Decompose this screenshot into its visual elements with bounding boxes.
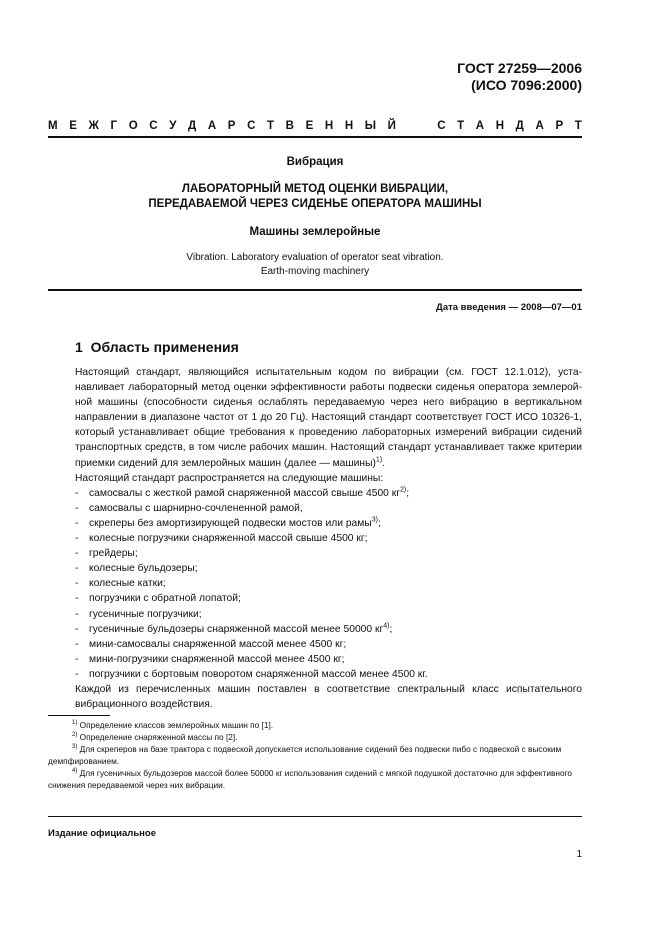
list-item-end: ;	[378, 517, 381, 529]
interstate-letter	[422, 120, 425, 132]
list-item-text: погрузчики с обратной лопатой;	[89, 593, 241, 605]
paragraph-scope-end: .	[382, 457, 386, 469]
paragraph-machines-intro: Настоящий стандарт распространяется на следующие машины:	[75, 472, 384, 484]
interstate-letter: Р	[555, 120, 564, 132]
list-item	[75, 607, 582, 622]
list-item-text: самосвалы с жесткой рамой снаряженной массой свыше 4500 кг	[89, 487, 401, 499]
interstate-letter: М	[48, 120, 58, 132]
title-line-1: ЛАБОРАТОРНЫЙ МЕТОД ОЦЕНКИ ВИБРАЦИИ,	[181, 183, 449, 195]
section-number: 1	[75, 339, 83, 355]
footnote-ref: 3)	[371, 516, 378, 524]
list-item-text: мини-погрузчики снаряженной массой менее 4500 кг;	[89, 653, 345, 665]
list-item-text: колесные погрузчики снаряженной массой свыше 4500 кг;	[89, 533, 368, 545]
interstate-letter	[408, 120, 411, 132]
list-item-text: мини-самосвалы снаряженной массой менее 4500 кг;	[89, 638, 347, 650]
official-edition-label: Издание официальное	[48, 828, 156, 839]
list-dash: -	[75, 593, 79, 605]
footnote-text: Для скреперов на базе трактора с подвеской допускается использование сидений без подвески пибо с подвеской с высоким демпфированием.	[48, 744, 562, 766]
footnote-separator	[48, 715, 110, 716]
iso-number: (ИСО 7096:2000)	[471, 77, 582, 93]
footnotes	[48, 719, 582, 791]
footnote	[48, 731, 582, 743]
interstate-standard-heading	[48, 120, 582, 132]
section-heading	[75, 339, 239, 355]
gost-number: ГОСТ 27259—2006	[457, 60, 582, 76]
machine-list	[75, 486, 582, 682]
document-subtitle: Машины землеройные	[249, 226, 381, 238]
list-dash: -	[75, 502, 79, 514]
bottom-rule	[48, 816, 582, 817]
interstate-letter: Н	[324, 120, 334, 132]
interstate-letter: Н	[344, 120, 354, 132]
list-item	[75, 561, 582, 576]
list-item-text: самосвалы с шарнирно-сочлененной рамой,	[89, 502, 303, 514]
list-dash: -	[75, 563, 79, 575]
interstate-letter: Д	[515, 120, 524, 132]
footnote-mark: 1)	[72, 720, 78, 727]
list-item	[75, 516, 582, 531]
english-title	[48, 251, 582, 279]
introduction-date: Дата введения — 2008—07—01	[436, 302, 582, 313]
list-dash: -	[75, 548, 79, 560]
list-item	[75, 576, 582, 591]
list-dash: -	[75, 668, 79, 680]
interstate-letter: Ж	[88, 120, 99, 132]
interstate-letter: Д	[188, 120, 197, 132]
interstate-letter: Й	[387, 120, 396, 132]
list-item	[75, 652, 582, 667]
interstate-letter: В	[285, 120, 294, 132]
interstate-letter: Р	[227, 120, 236, 132]
document-title	[48, 182, 582, 212]
page-number: 1	[576, 849, 582, 860]
list-item-end: ;	[406, 487, 410, 499]
interstate-letter: Е	[305, 120, 314, 132]
title-line-2: ПЕРЕДАВАЕМОЙ ЧЕРЕЗ СИДЕНЬЕ ОПЕРАТОРА МАШИНЫ	[148, 198, 482, 210]
footnote-mark: 2)	[72, 732, 78, 739]
list-dash: -	[75, 533, 79, 545]
list-item-text: колесные бульдозеры;	[89, 563, 198, 575]
list-item	[75, 501, 582, 516]
interstate-letter: Ы	[364, 120, 377, 132]
list-item-text: погрузчики с бортовым поворотом снаряженной массой менее 4500 кг.	[89, 668, 428, 680]
footnote-ref: 4)	[383, 622, 390, 630]
paragraph-spectral-class: Каждой из перечисленных машин поставлен в соответствие спектральный класс испытательного вибрационного воздействия.	[75, 683, 582, 711]
list-item	[75, 667, 582, 682]
interstate-letter: С	[437, 120, 446, 132]
paragraph-scope	[75, 365, 582, 471]
list-item	[75, 546, 582, 561]
title-rule	[48, 289, 582, 291]
paragraph-scope-text: Настоящий стандарт, являющийся испытательным кодом по вибрации (см. ГОСТ 12.1.012), уста- навливает лабораторный метод оценки эффективности работы подвески сиденья оператора землерой- ной машины (способности сиденья ослаблять передаваемую через него вибрацию в вертикальном направлении в диапазоне частот от 1 до 20 Гц). Настоящий стандарт соответствует ГОСТ ИСО 10326-1, который устанавливает общие требования к проведению лабораторных измерений вибрации сидений транспортных средств, в том числе рабочих машин. Настоящий стандарт устанавливает также критерии приемки сидений для землеройных машин (далее — машины)	[75, 367, 582, 469]
interstate-letter: С	[149, 120, 158, 132]
english-title-line-1: Vibration. Laboratory evaluation of operator seat vibration.	[186, 252, 444, 263]
interstate-letter: Е	[69, 120, 77, 132]
interstate-letter: О	[128, 120, 138, 132]
list-item	[75, 486, 582, 501]
footnote-text: Определение классов землеройных машин по [1].	[79, 720, 274, 730]
interstate-letter: Н	[495, 120, 505, 132]
top-rule	[48, 136, 582, 138]
list-item-text: гусеничные погрузчики;	[89, 608, 202, 620]
interstate-letter: С	[247, 120, 256, 132]
interstate-letter: Т	[574, 120, 582, 132]
footnote-mark: 4)	[72, 768, 78, 775]
list-dash: -	[75, 578, 79, 590]
footnote-text: Для гусеничных бульдозеров массой более 50000 кг использования сидений с мягкой подушкой достаточно для эффективного снижения передаваемой через них вибрации.	[48, 768, 573, 790]
interstate-letter: А	[475, 120, 485, 132]
english-title-line-2: Earth-moving machinery	[260, 266, 370, 277]
interstate-letter: Т	[457, 120, 465, 132]
list-item-text: гусеничные бульдозеры снаряженной массой менее 50000 кг	[89, 623, 384, 635]
list-dash: -	[75, 517, 79, 529]
footnote	[48, 743, 582, 767]
interstate-letter: А	[535, 120, 544, 132]
interstate-letter: Г	[110, 120, 118, 132]
list-item-text: колесные катки;	[89, 578, 166, 590]
document-designation	[457, 60, 582, 94]
list-item	[75, 637, 582, 652]
section-title: Область применения	[90, 339, 239, 355]
list-dash: -	[75, 638, 79, 650]
list-item-text: грейдеры;	[89, 548, 138, 560]
footnote-mark: 3)	[72, 744, 78, 751]
document-subject: Вибрация	[286, 156, 344, 168]
list-item	[75, 531, 582, 546]
list-dash: -	[75, 623, 79, 635]
list-item	[75, 622, 582, 637]
list-item-text: скреперы без амортизирующей подвески мостов или рамы	[89, 517, 372, 529]
section-body	[75, 365, 582, 712]
list-dash: -	[75, 653, 79, 665]
list-item	[75, 591, 582, 606]
list-dash: -	[75, 608, 79, 620]
footnote-ref-1: 1)	[375, 456, 383, 464]
footnote-ref: 2)	[400, 486, 407, 494]
interstate-letter: А	[207, 120, 217, 132]
list-item-end: ;	[389, 623, 393, 635]
interstate-letter: У	[169, 120, 177, 132]
interstate-letter: Т	[267, 120, 275, 132]
footnote-text: Определение снаряженной массы по [2].	[79, 732, 238, 742]
footnote	[48, 767, 582, 791]
list-dash: -	[75, 487, 79, 499]
footnote	[48, 719, 582, 731]
